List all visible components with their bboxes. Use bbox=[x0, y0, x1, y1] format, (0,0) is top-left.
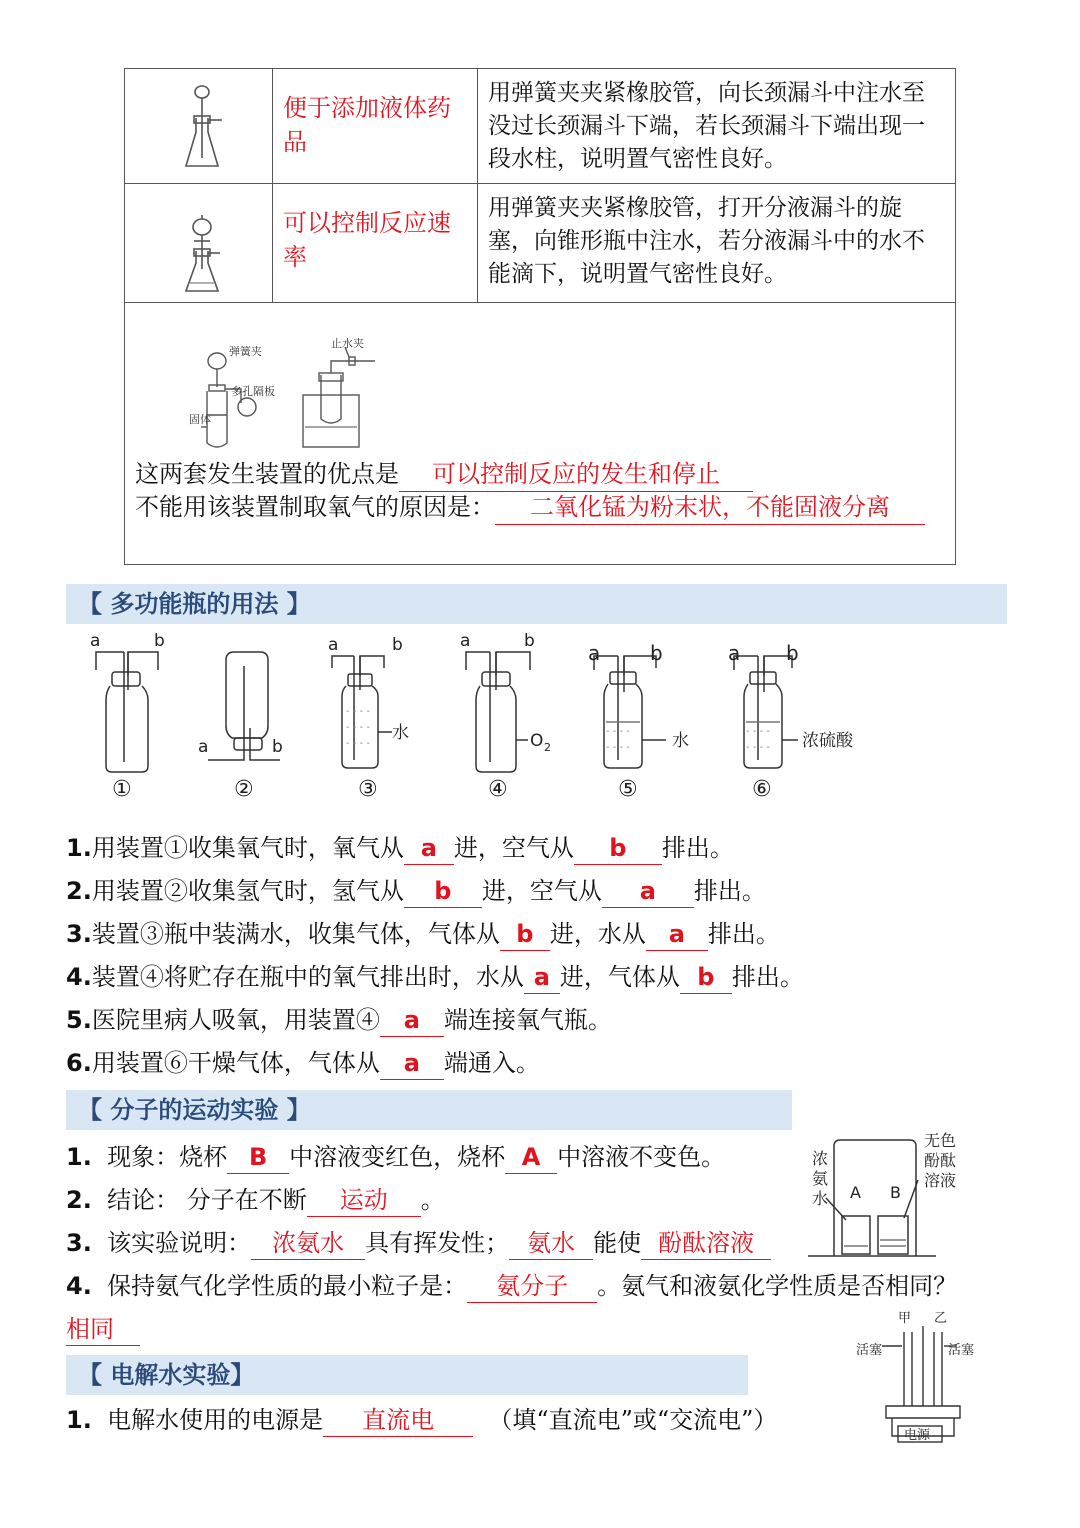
advantage-answer: 可以控制反应的发生和停止 bbox=[399, 458, 753, 492]
bottle-number-3: ③ bbox=[358, 777, 378, 802]
svg-text:- - - -: - - - - bbox=[346, 706, 370, 717]
tube-jia-label: 甲 bbox=[898, 1311, 912, 1326]
separatory-funnel-flask-figure bbox=[126, 185, 271, 297]
svg-text:- - - -: - - - - bbox=[346, 738, 370, 749]
bottle-question-6: 6.用装置⑥干燥气体，气体从 a 端通入。 bbox=[66, 1047, 540, 1080]
answer-blank: b bbox=[574, 832, 662, 865]
svg-text:- - - -: - - - - bbox=[346, 722, 370, 733]
stopcock-right-label: 活塞 bbox=[948, 1343, 975, 1358]
check-method-cell: 用弹簧夹夹紧橡胶管，打开分液漏斗的旋塞，向锥形瓶中注水，若分液漏斗中的水不能滴下，说明置气密性良好。 bbox=[478, 184, 956, 303]
bottle-question-1: 1.用装置①收集氧气时，氧气从 a 进，空气从 b 排出。 bbox=[66, 832, 734, 865]
apparatus-table bbox=[124, 68, 956, 565]
long-neck-funnel-flask-figure bbox=[126, 70, 271, 178]
bottle6-a-label: a bbox=[728, 641, 741, 665]
bottle5-b-label: b bbox=[650, 641, 663, 665]
stopcock-left-label: 活塞 bbox=[856, 1343, 883, 1358]
answer-blank: a bbox=[602, 875, 694, 908]
bottle-question-4: 4.装置④将贮存在瓶中的氧气排出时，水从 a 进，气体从 b 排出。 bbox=[66, 961, 804, 994]
bottle-number-6: ⑥ bbox=[752, 777, 772, 802]
bottle-question-5: 5.医院里病人吸氧，用装置④ a 端连接氧气瓶。 bbox=[66, 1004, 612, 1037]
svg-text:- - - -: - - - - bbox=[606, 726, 630, 737]
answer-blank: 相同 bbox=[66, 1313, 140, 1346]
answer-blank: 直流电 bbox=[323, 1404, 473, 1437]
answer-blank: 氨水 bbox=[509, 1227, 593, 1260]
molecule-question-3: 3. 该实验说明： 浓氨水 具有挥发性； 氨水 能使 酚酞溶液 bbox=[66, 1227, 792, 1260]
answer-blank: b bbox=[680, 961, 732, 994]
beaker-b-label: B bbox=[890, 1183, 901, 1202]
answer-blank: a bbox=[380, 1004, 444, 1037]
funnel-flask-image-cell bbox=[125, 69, 273, 184]
section-header-electrolysis: 【 电解水实验】 bbox=[66, 1355, 748, 1395]
check-method-cell: 用弹簧夹夹紧橡胶管，向长颈漏斗中注水至没过长颈漏斗下端，若长颈漏斗下端出现一段水柱，说明置气密性良好。 bbox=[478, 69, 956, 184]
answer-blank: b bbox=[500, 918, 550, 951]
bottle-number-2: ② bbox=[234, 777, 254, 802]
bottle6-b-label: b bbox=[786, 641, 799, 665]
answer-blank: b bbox=[404, 875, 482, 908]
concentrated-ammonia-label-2: 氨 bbox=[812, 1169, 829, 1188]
answer-blank: a bbox=[380, 1047, 444, 1080]
bottle4-b-label: b bbox=[524, 631, 535, 651]
svg-text:- - - -: - - - - bbox=[746, 726, 770, 737]
bottle5-a-label: a bbox=[588, 641, 601, 665]
bottle2-b-label: b bbox=[272, 737, 283, 757]
bottle-question-2: 2.用装置②收集氢气时，氢气从 b 进，空气从 a 排出。 bbox=[66, 875, 766, 908]
molecule-question-2: 2. 结论： 分子在不断 运动 。 bbox=[66, 1184, 445, 1217]
bottle-number-1: ① bbox=[112, 777, 132, 802]
electrolysis-figure bbox=[852, 1306, 992, 1446]
reason-prompt: 不能用该装置制取氧气的原因是： bbox=[135, 493, 495, 521]
section-header-bottles: 【 多功能瓶的用法 】 bbox=[66, 584, 1007, 624]
bottle4-a-label: a bbox=[460, 631, 471, 651]
electrolysis-question-1: 1. 电解水使用的电源是 直流电 （填“直流电”或“交流电”） bbox=[66, 1404, 777, 1437]
svg-text:- - - -: - - - - bbox=[606, 742, 630, 753]
svg-text:- - - -: - - - - bbox=[746, 742, 770, 753]
molecule-motion-figure bbox=[806, 1128, 976, 1260]
phenolphthalein-label-2: 酚酞 bbox=[924, 1151, 957, 1170]
bottle6-acid-label: 浓硫酸 bbox=[802, 731, 853, 751]
answer-blank: A bbox=[505, 1141, 557, 1174]
answer-blank: a bbox=[404, 832, 454, 865]
reason-answer: 二氧化锰为粉末状，不能固液分离 bbox=[495, 491, 925, 525]
molecule-question-4: 4. 保持氨气化学性质的最小粒子是： 氨分子 。氨气和液氨化学性质是否相同？ bbox=[66, 1270, 957, 1303]
bottle3-a-label: a bbox=[328, 635, 339, 655]
advantage-question bbox=[135, 458, 753, 492]
answer-blank: a bbox=[524, 961, 560, 994]
bottle5-water-label: 水 bbox=[672, 731, 689, 751]
solid-label: 固体 bbox=[189, 413, 211, 426]
answer-blank: 运动 bbox=[307, 1184, 421, 1217]
bottle2-a-label: a bbox=[198, 737, 209, 757]
beaker-a-label: A bbox=[850, 1183, 861, 1202]
clip-label: 弹簧夹 bbox=[229, 345, 262, 358]
answer-blank: B bbox=[227, 1141, 289, 1174]
bottle1-a-label: a bbox=[90, 631, 101, 651]
bottle3-water-label: 水 bbox=[392, 723, 409, 743]
concentrated-ammonia-label-1: 浓 bbox=[812, 1149, 829, 1168]
bottle-question-3: 3.装置③瓶中装满水，收集气体，气体从 b 进，水从 a 排出。 bbox=[66, 918, 780, 951]
separatory-flask-image-cell bbox=[125, 184, 273, 303]
simple-apparatus-cell bbox=[125, 303, 956, 565]
water-clip-label: 止水夹 bbox=[331, 337, 364, 350]
multifunction-bottles-figure bbox=[66, 630, 886, 810]
tube-yi-label: 乙 bbox=[934, 1311, 948, 1326]
phenolphthalein-label-3: 溶液 bbox=[924, 1171, 957, 1190]
feature-cell: 便于添加液体药品 bbox=[273, 69, 478, 184]
concentrated-ammonia-label-3: 水 bbox=[812, 1189, 829, 1208]
bottle4-o2-subscript: 2 bbox=[544, 741, 551, 754]
molecule-question-1: 1. 现象：烧杯 B 中溶液变红色，烧杯 A 中溶液不变色。 bbox=[66, 1141, 725, 1174]
answer-blank: a bbox=[646, 918, 708, 951]
bottle3-b-label: b bbox=[392, 635, 403, 655]
molecule-question-4-answer bbox=[66, 1313, 140, 1346]
power-supply-label: 电源 bbox=[904, 1428, 931, 1443]
bottle1-b-label: b bbox=[154, 631, 165, 651]
answer-blank: 酚酞溶液 bbox=[641, 1227, 771, 1260]
bottle-number-4: ④ bbox=[488, 777, 508, 802]
answer-blank: 氨分子 bbox=[467, 1270, 597, 1303]
phenolphthalein-label-1: 无色 bbox=[924, 1131, 957, 1150]
feature-cell: 可以控制反应速率 bbox=[273, 184, 478, 303]
section-header-molecule: 【 分子的运动实验 】 bbox=[66, 1090, 792, 1130]
reason-question bbox=[135, 491, 925, 525]
bottle-number-5: ⑤ bbox=[618, 777, 638, 802]
answer-blank: 浓氨水 bbox=[251, 1227, 365, 1260]
plate-label: 多孔隔板 bbox=[231, 385, 275, 398]
advantage-prompt: 这两套发生装置的优点是 bbox=[135, 460, 399, 488]
bottle4-o2-label: O bbox=[530, 731, 544, 751]
